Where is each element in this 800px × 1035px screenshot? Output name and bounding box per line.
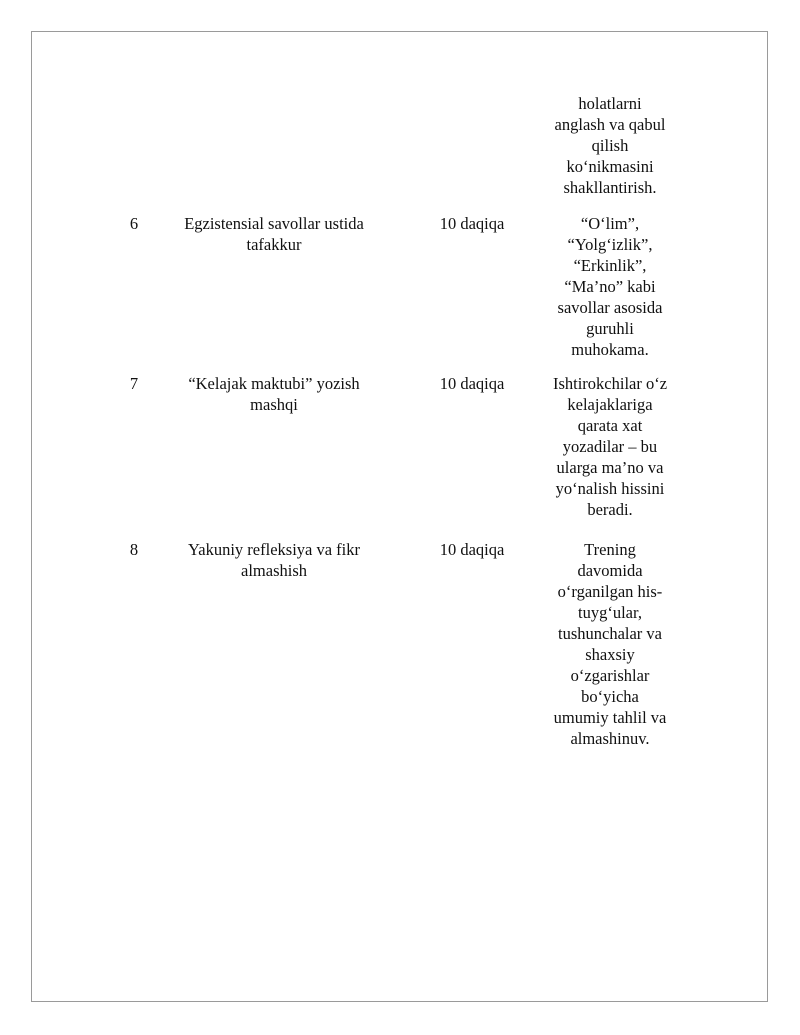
description-line: umumiy tahlil va bbox=[553, 708, 667, 727]
description-line: yo‘nalish hissini bbox=[555, 479, 665, 498]
activity-line: almashish bbox=[241, 561, 307, 580]
description-line: Ishtirokchilar o‘z bbox=[552, 374, 668, 393]
description-line: qilish bbox=[591, 136, 629, 155]
description-cell bbox=[545, 93, 675, 198]
description-line: ko‘nikmasini bbox=[566, 157, 654, 176]
description-line: tuyg‘ular, bbox=[578, 603, 642, 622]
description-line: holatlarni bbox=[578, 94, 642, 113]
description-line: almashinuv. bbox=[570, 729, 650, 748]
description-line: yozadilar – bu bbox=[562, 437, 658, 456]
description-line: kelajaklariga bbox=[567, 395, 653, 414]
description-line: o‘rganilgan his- bbox=[557, 582, 663, 601]
description-line: “Ma’no” kabi bbox=[564, 277, 656, 296]
description-line: shaxsiy bbox=[585, 645, 635, 664]
description-line: Trening bbox=[584, 540, 636, 559]
document-page bbox=[31, 31, 768, 1002]
activity-cell bbox=[164, 373, 384, 415]
description-line: muhokama. bbox=[571, 340, 649, 359]
duration-cell: 10 daqiqa bbox=[439, 540, 505, 559]
row-number: 7 bbox=[129, 374, 139, 393]
activity-line: Egzistensial savollar ustida bbox=[184, 214, 364, 233]
description-line: ularga ma’no va bbox=[556, 458, 664, 477]
description-line: guruhli bbox=[586, 319, 634, 338]
description-line: qarata xat bbox=[577, 416, 643, 435]
description-line: o‘zgarishlar bbox=[570, 666, 650, 685]
activity-line: “Kelajak maktubi” yozish bbox=[188, 374, 360, 393]
activity-cell bbox=[164, 539, 384, 581]
activity-line: tafakkur bbox=[246, 235, 302, 254]
description-line: shakllantirish. bbox=[563, 178, 657, 197]
description-line: savollar asosida bbox=[557, 298, 663, 317]
duration-cell: 10 daqiqa bbox=[439, 214, 505, 233]
description-cell bbox=[545, 539, 675, 749]
activity-line: mashqi bbox=[250, 395, 298, 414]
description-line: anglash va qabul bbox=[554, 115, 666, 134]
description-line: tushunchalar va bbox=[557, 624, 662, 643]
description-line: “Yolg‘izlik”, bbox=[567, 235, 653, 254]
description-line: bo‘yicha bbox=[581, 687, 639, 706]
activity-cell bbox=[164, 213, 384, 255]
description-line: “O‘lim”, bbox=[580, 214, 640, 233]
description-line: davomida bbox=[577, 561, 643, 580]
duration-cell: 10 daqiqa bbox=[439, 374, 505, 393]
row-number: 8 bbox=[129, 540, 139, 559]
description-cell bbox=[545, 373, 675, 520]
description-line: beradi. bbox=[587, 500, 633, 519]
description-cell bbox=[545, 213, 675, 360]
activity-line: Yakuniy refleksiya va fikr bbox=[188, 540, 360, 559]
description-line: “Erkinlik”, bbox=[573, 256, 647, 275]
row-number: 6 bbox=[129, 214, 139, 233]
